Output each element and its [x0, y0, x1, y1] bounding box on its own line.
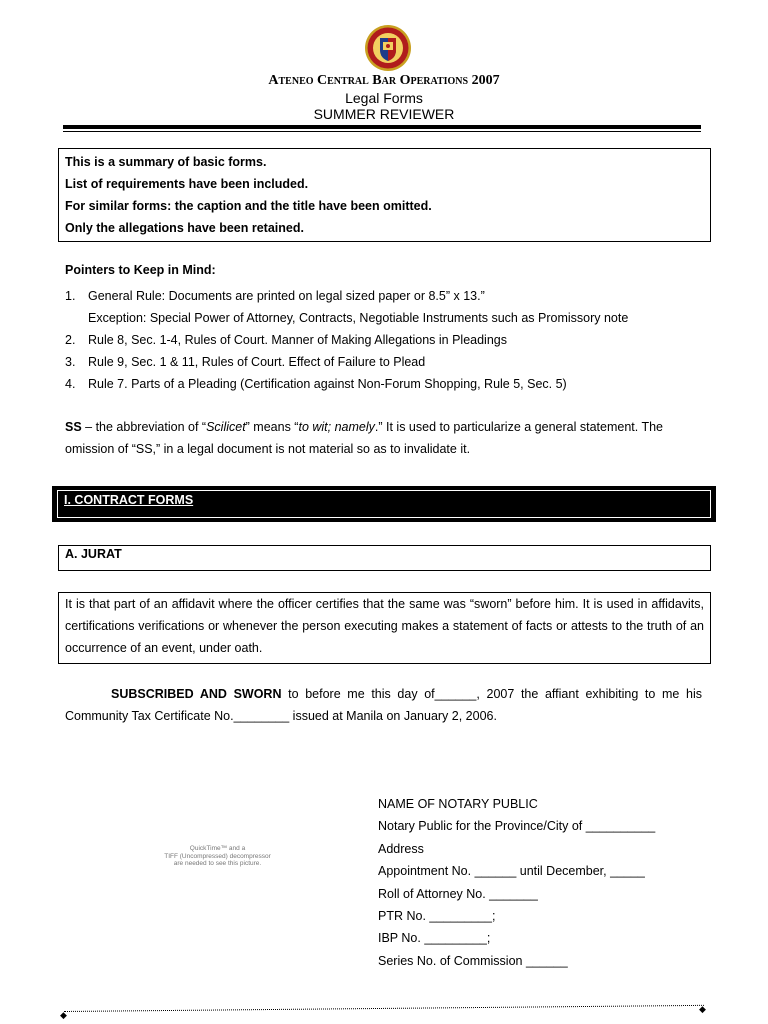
summary-line: List of requirements have been included. — [65, 177, 309, 191]
notary-line: Address — [378, 841, 424, 856]
notary-line: Series No. of Commission ______ — [378, 953, 568, 968]
missing-image-placeholder — [160, 845, 275, 868]
footer-diamond-left-icon: ◆ — [60, 1010, 67, 1020]
notary-line: PTR No. _________; — [378, 909, 496, 924]
header-rule-thin — [63, 131, 701, 132]
pointers-heading: Pointers to Keep in Mind: — [65, 263, 216, 277]
notary-line: Roll of Attorney No. _______ — [378, 886, 538, 901]
list-text: Exception: Special Power of Attorney, Contracts, Negotiable Instruments such as Promissory note — [88, 311, 629, 325]
ss-meaning: to wit; namely — [298, 420, 375, 434]
ss-text-pre: – the abbreviation of “ — [81, 420, 207, 434]
header-rule-thick — [63, 125, 701, 129]
sworn-text: to before me this day of______, 2007 the affiant exhibiting to me his Community Tax Certificate No.________ issued at Manila on January 2, 2006. — [65, 687, 703, 723]
pointers-list — [65, 285, 715, 395]
placeholder-line: QuickTime™ and a — [189, 845, 246, 852]
list-text: Rule 7. Parts of a Pleading (Certification against Non-Forum Shopping, Rule 5, Sec. 5) — [88, 377, 567, 391]
placeholder-line: TIFF (Uncompressed) decompressor — [164, 852, 271, 860]
ss-definition-paragraph — [65, 416, 710, 460]
list-item — [65, 329, 715, 351]
summary-line: Only the allegations have been retained. — [65, 221, 304, 235]
jurat-title: A. JURAT — [65, 547, 122, 561]
placeholder-line: are needed to see this picture. — [173, 860, 262, 867]
list-item — [65, 373, 715, 395]
section-header-label: I. CONTRACT FORMS — [64, 493, 194, 507]
ss-term: SS — [65, 420, 82, 434]
list-text: Rule 9, Sec. 1 & 11, Rules of Court. Effect of Failure to Plead — [88, 355, 426, 369]
list-item — [65, 285, 715, 307]
section-header-contract-forms — [52, 486, 716, 522]
list-number: 1. — [65, 289, 76, 303]
footer-dotted-rule — [64, 1005, 704, 1012]
notary-line: Notary Public for the Province/City of __________ — [378, 819, 656, 834]
list-text: General Rule: Documents are printed on legal sized paper or 8.5” x 13.” — [88, 289, 485, 303]
jurat-definition-box: It is that part of an affidavit where the officer certifies that the same was “sworn” before him. It is used in affidavits, certifications verifications or whenever the person executing makes a statement of facts or attests to the truth of an occurrence of an event, under oath. — [58, 592, 711, 664]
ss-latin-term: Scilicet — [206, 420, 246, 434]
list-number: 3. — [65, 355, 76, 369]
summary-line: This is a summary of basic forms. — [65, 155, 267, 169]
document-header-reviewer: SUMMER REVIEWER — [313, 106, 455, 122]
document-header-subtitle: Legal Forms — [345, 90, 423, 106]
notary-signature-block — [378, 793, 655, 972]
ss-text-mid: ” means “ — [245, 420, 299, 434]
jurat-title-box — [58, 545, 711, 571]
document-header-title: Ateneo Central Bar Operations 2007 — [268, 73, 500, 88]
notary-line: NAME OF NOTARY PUBLIC — [378, 797, 538, 811]
sworn-bold-lead: SUBSCRIBED AND SWORN — [111, 687, 282, 701]
sworn-statement-paragraph — [65, 683, 702, 727]
summary-line: For similar forms: the caption and the title have been omitted. — [65, 199, 432, 213]
list-text: Rule 8, Sec. 1-4, Rules of Court. Manner of Making Allegations in Pleadings — [88, 333, 507, 347]
ateneo-seal-logo — [364, 24, 412, 72]
notary-line: IBP No. _________; — [378, 931, 491, 946]
footer-diamond-right-icon: ◆ — [699, 1004, 706, 1014]
summary-box — [58, 148, 711, 242]
notary-line: Appointment No. ______ until December, _____ — [378, 864, 645, 879]
list-item — [65, 351, 715, 373]
ss-text-post: .” It is used to particularize a general statement. The omission of “SS,” in a legal document is not material so as to invalidate it. — [65, 420, 664, 456]
list-number: 2. — [65, 333, 76, 347]
list-item — [65, 307, 715, 329]
list-number: 4. — [65, 377, 76, 391]
